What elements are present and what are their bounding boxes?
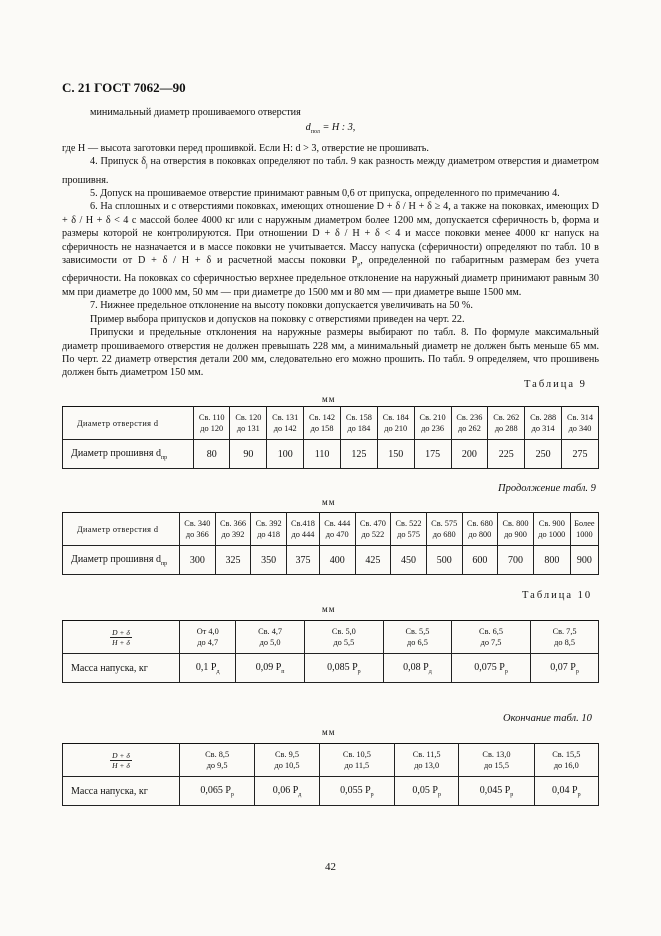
range-to: до 6,5	[407, 638, 428, 647]
value-cell	[319, 777, 394, 806]
range-to: до 236	[421, 424, 445, 433]
range-header-cell	[377, 407, 414, 440]
value-text: 80	[206, 448, 217, 460]
range-to: до 4,7	[197, 638, 219, 647]
range-from: Св. 288	[530, 413, 557, 422]
value-text: 175	[425, 448, 441, 460]
value-text: 100	[277, 448, 293, 460]
value-cell	[534, 777, 598, 806]
intro-line: минимальный диаметр прошиваемого отверстия	[90, 107, 301, 118]
value-cell	[319, 546, 355, 575]
range-header-cell	[426, 513, 462, 546]
value-text: 125	[351, 448, 367, 460]
value-cell	[180, 546, 216, 575]
range-header-cell	[267, 407, 304, 440]
range-to: до 900	[504, 530, 527, 539]
value-cell	[180, 777, 255, 806]
value-cell	[377, 440, 414, 469]
value-cell	[414, 440, 451, 469]
range-to: до 158	[310, 424, 334, 433]
table9-caption: Таблица 9	[524, 379, 587, 390]
table9b-value-label: Диаметр прошивня $d_{пр}$	[63, 546, 180, 575]
range-header-cell	[340, 407, 377, 440]
range-to: до 288	[494, 424, 518, 433]
range-to: до 13,0	[414, 761, 440, 770]
value-subscript: р	[575, 668, 579, 675]
range-from: Св. 262	[493, 413, 520, 422]
range-to: до 680	[432, 530, 456, 539]
table10b-ratio-label	[63, 744, 180, 777]
value-subscript: д	[216, 668, 220, 675]
value-subscript: д	[428, 668, 432, 675]
range-header-cell	[451, 621, 530, 654]
range-from: Св. 236	[456, 413, 483, 422]
range-from: Св. 210	[419, 413, 446, 422]
body-text	[62, 106, 599, 380]
value-text: 0,055 P	[340, 784, 371, 796]
value-cell	[459, 777, 534, 806]
range-from: Св. 15,5	[552, 750, 581, 759]
range-from: Св. 800	[502, 519, 529, 528]
value-text: 450	[401, 554, 417, 566]
value-subscript: п	[281, 668, 285, 675]
range-header-cell	[525, 407, 562, 440]
range-to: до 11,5	[344, 761, 370, 770]
value-text: 0,075 P	[474, 661, 505, 673]
range-from: Св. 8,5	[205, 750, 230, 759]
value-subscript: р	[577, 791, 581, 798]
range-from: Св. 5,0	[331, 627, 356, 636]
value-cell	[488, 440, 525, 469]
value-cell	[525, 440, 562, 469]
table9-value-row	[63, 440, 599, 469]
value-cell	[462, 546, 498, 575]
table9b-unit: мм	[322, 497, 336, 507]
range-from: Св. 120	[235, 413, 262, 422]
value-text: 0,045 P	[479, 784, 511, 796]
range-from: Св. 131	[272, 413, 299, 422]
paragraph-example: Пример выбора припусков и допусков на поковку с отверстиями приведен на черт. 22.	[90, 313, 465, 325]
table-9-continued	[62, 512, 599, 575]
range-to: до 5,5	[333, 638, 355, 647]
range-to: до 16,0	[553, 761, 579, 770]
table10-unit: мм	[322, 604, 336, 614]
range-header-cell	[459, 744, 534, 777]
formula: $d_{пол} = H$ : 3,	[305, 122, 356, 136]
value-subscript: р	[370, 791, 374, 798]
value-text: 0,08 P	[403, 661, 429, 673]
range-to: до 8,5	[554, 638, 575, 647]
value-text: 350	[261, 554, 277, 566]
range-to: до 184	[347, 424, 371, 433]
table9b-caption: Продолжение табл. 9	[498, 483, 596, 494]
range-from: От 4,0	[196, 627, 219, 636]
range-to: до 392	[221, 530, 245, 539]
value-text: 300	[189, 554, 205, 566]
value-subscript: д	[298, 791, 302, 798]
range-from: Св. 158	[345, 413, 372, 422]
table10-value-row	[63, 654, 599, 683]
range-from: Св. 110	[198, 413, 225, 422]
range-header-cell	[414, 407, 451, 440]
value-cell	[180, 654, 236, 683]
value-cell	[498, 546, 534, 575]
range-header-cell	[533, 513, 570, 546]
value-subscript: р	[504, 668, 508, 675]
ratio-fraction: $\frac{D + \delta}{H + \delta}$	[112, 627, 130, 647]
value-cell	[451, 440, 488, 469]
value-text: 325	[225, 554, 241, 566]
table-10	[62, 620, 599, 683]
value-cell	[340, 440, 377, 469]
paragraph-where: где H — высота заготовки перед прошивкой. Если H: d > 3, отверстие не прошивать.	[62, 142, 429, 154]
paragraph-4: 4. Припуск $\delta_j$ на отверстия в поковках определяют по табл. 9 как разность между диаметром отверстия и диаметром прошивня.	[62, 156, 599, 186]
value-cell	[533, 546, 570, 575]
table10-ratio-label	[63, 621, 180, 654]
value-subscript: р	[437, 791, 441, 798]
range-header-cell	[215, 513, 251, 546]
range-from: Св. 392	[255, 519, 282, 528]
value-text: 0,09 P	[255, 661, 282, 673]
value-subscript: р	[510, 791, 514, 798]
range-header-cell	[391, 513, 427, 546]
value-text: 200	[461, 448, 477, 460]
range-from: Св. 9,5	[275, 750, 299, 759]
range-to: до 444	[291, 530, 315, 539]
range-from: Св. 575	[431, 519, 458, 528]
range-to: до 314	[531, 424, 555, 433]
range-header-cell	[319, 744, 394, 777]
table9-unit: мм	[322, 394, 336, 404]
paragraph-5: 5. Допуск на прошиваемое отверстие принимают равным 0,6 от припуска, определенного по примечанию 4.	[90, 188, 560, 200]
range-to: до 340	[568, 424, 592, 433]
range-to: до 470	[325, 530, 349, 539]
range-header-cell	[498, 513, 534, 546]
value-text: 0,1 P	[195, 661, 217, 673]
value-cell	[236, 654, 304, 683]
range-header-cell	[319, 513, 355, 546]
table9-row-label: Диаметр отверстия d	[63, 407, 194, 440]
range-to: до 142	[273, 424, 297, 433]
value-text: 700	[508, 554, 524, 566]
range-header-cell	[255, 744, 320, 777]
value-cell	[251, 546, 287, 575]
range-to: до 120	[200, 424, 224, 433]
range-from: Св. 680	[466, 519, 493, 528]
value-text: 275	[572, 448, 588, 460]
range-from: Св. 340	[184, 519, 211, 528]
range-from: Св. 6,5	[479, 627, 504, 636]
paragraph-7: 7. Нижнее предельное отклонение на высоту поковки допускается увеличивать на 50 %.	[90, 300, 473, 312]
table10b-header-row	[63, 744, 599, 777]
range-from: Св. 366	[219, 519, 246, 528]
range-to: до 10,5	[274, 761, 300, 770]
range-to: до 15,5	[484, 761, 509, 770]
range-from: Св. 11,5	[412, 750, 441, 759]
range-to: до 7,5	[480, 638, 502, 647]
table10-caption: Таблица 10	[522, 590, 593, 601]
range-from: Св. 184	[382, 413, 409, 422]
range-header-cell	[383, 621, 451, 654]
range-to: до 9,5	[206, 761, 228, 770]
value-text: 0,085 P	[327, 661, 358, 673]
table10b-value-label: Масса напуска, кг	[63, 777, 180, 806]
table10b-caption: Окончание табл. 10	[503, 713, 592, 724]
range-to: до 210	[384, 424, 408, 433]
range-to: до 522	[361, 530, 385, 539]
range-header-cell	[230, 407, 267, 440]
range-to: до 1000	[538, 530, 566, 539]
range-header-cell	[395, 744, 459, 777]
table9b-row-label: Диаметр отверстия d	[63, 513, 180, 546]
range-to: до 131	[236, 424, 260, 433]
range-header-cell	[180, 744, 255, 777]
range-from: Св. 5,5	[405, 627, 430, 636]
value-text: 425	[365, 554, 381, 566]
table-9	[62, 406, 599, 469]
range-header-cell	[531, 621, 599, 654]
value-cell	[286, 546, 319, 575]
ratio-fraction: $\frac{D + \delta}{H + \delta}$	[112, 750, 130, 770]
table9-value-label: Диаметр прошивня $d_{пр}$	[63, 440, 194, 469]
value-text: 900	[576, 554, 592, 566]
value-cell	[355, 546, 391, 575]
table10-header-row	[63, 621, 599, 654]
range-to: до 5,0	[259, 638, 281, 647]
value-cell	[383, 654, 451, 683]
value-text: 150	[388, 448, 404, 460]
value-text: 225	[498, 448, 514, 460]
table10-value-label: Масса напуска, кг	[63, 654, 180, 683]
range-from: Св. 7,5	[552, 627, 577, 636]
table10b-unit: мм	[322, 727, 336, 737]
range-header-cell	[286, 513, 319, 546]
value-text: 110	[314, 448, 330, 460]
paragraph-allowances: Припуски и предельные отклонения на наружные размеры выбирают по табл. 8. По формуле максимальный диаметр прошиваемого отверстия не должен превышать 228 мм, а минимальный диаметр не должен быть меньше 65 мм. По черт. 22 диаметр отверстия детали 200 мм, следовательно его можно прошить. По табл. 9 определяем, что прошивень должен быть диаметром 150 мм.	[62, 327, 599, 379]
range-header-cell	[194, 407, 230, 440]
range-to: до 418	[257, 530, 281, 539]
range-from: Св. 900	[538, 519, 565, 528]
range-header-cell	[236, 621, 304, 654]
range-header-cell	[534, 744, 598, 777]
value-subscript: р	[357, 668, 361, 675]
value-text: 0,04 P	[552, 784, 578, 796]
value-cell	[255, 777, 320, 806]
value-cell	[426, 546, 462, 575]
value-text: 400	[329, 554, 345, 566]
range-header-cell	[304, 621, 383, 654]
value-text: 0,05 P	[412, 784, 438, 796]
range-from: Св. 522	[395, 519, 422, 528]
value-cell	[391, 546, 427, 575]
value-text: 250	[535, 448, 551, 460]
range-from: Св. 10,5	[342, 750, 371, 759]
range-header-cell	[570, 513, 598, 546]
value-cell	[451, 654, 530, 683]
value-text: 0,07 P	[550, 661, 576, 673]
range-from: Св. 314	[566, 413, 594, 422]
value-text: 600	[472, 554, 488, 566]
range-header-cell	[562, 407, 599, 440]
value-cell	[215, 546, 251, 575]
value-cell	[304, 654, 383, 683]
table-10-end	[62, 743, 599, 806]
table9-header-row	[63, 407, 599, 440]
range-to: до 366	[185, 530, 209, 539]
range-to: до 800	[468, 530, 492, 539]
value-subscript: р	[230, 791, 234, 798]
range-from: Св.418	[290, 519, 315, 528]
range-from: Св. 444	[324, 519, 351, 528]
range-header-cell	[462, 513, 498, 546]
range-header-cell	[488, 407, 525, 440]
range-from: Св. 142	[309, 413, 336, 422]
value-text: 800	[544, 554, 560, 566]
value-cell	[570, 546, 598, 575]
page-number: 42	[325, 861, 336, 873]
range-from: Св. 4,7	[258, 627, 283, 636]
value-text: 0,065 P	[200, 784, 231, 796]
value-text: 500	[436, 554, 452, 566]
value-cell	[562, 440, 599, 469]
range-header-cell	[251, 513, 287, 546]
range-from: Более	[574, 519, 595, 528]
value-text: 0,06 P	[272, 784, 299, 796]
table9b-value-row	[63, 546, 599, 575]
range-header-cell	[451, 407, 488, 440]
value-text: 375	[295, 554, 311, 566]
range-header-cell	[355, 513, 391, 546]
value-cell	[531, 654, 599, 683]
table10b-value-row	[63, 777, 599, 806]
table9b-header-row	[63, 513, 599, 546]
paragraph-6: 6. На сплошных и с отверстиями поковках, имеющих отношение D + δ / H + δ ≥ 4, а также на поковках, имеющих D + δ / H + δ < 4 с массой более 4000 кг или с наружным диаметром более 1200 мм, допускается сферичность b, форма и размеры которой не контролируются. При отношении D + δ / H + δ < 4 и массе поковки менее 4000 кг напуск на сферичность не назначается и в массе поковки не учитывается. Массу напуска (сферичности) определяют по табл. 10 в зависимости от D + δ / H + δ и расчетной массы поковки $P_р$, определенной по габаритным размерам без учета сферичности. На поковках со сферичностью верхнее предельное отклонение на наружный диаметр принимают равным 30 мм при диаметре до 1000 мм, 50 мм — при диаметре до 1500 мм и 80 мм — при диаметре выше 1500 мм.	[62, 201, 600, 298]
range-header-cell	[180, 621, 236, 654]
value-cell	[194, 440, 230, 469]
range-to: до 262	[457, 424, 481, 433]
range-from: Св. 470	[359, 519, 386, 528]
value-cell	[395, 777, 459, 806]
range-to: 1000	[576, 530, 593, 539]
value-cell	[267, 440, 304, 469]
range-from: Св. 13,0	[482, 750, 511, 759]
value-cell	[304, 440, 341, 469]
value-cell	[230, 440, 267, 469]
range-header-cell	[304, 407, 341, 440]
page-header: С. 21 ГОСТ 7062—90	[62, 80, 186, 95]
range-to: до 575	[397, 530, 420, 539]
range-header-cell	[180, 513, 216, 546]
value-text: 90	[243, 448, 254, 460]
